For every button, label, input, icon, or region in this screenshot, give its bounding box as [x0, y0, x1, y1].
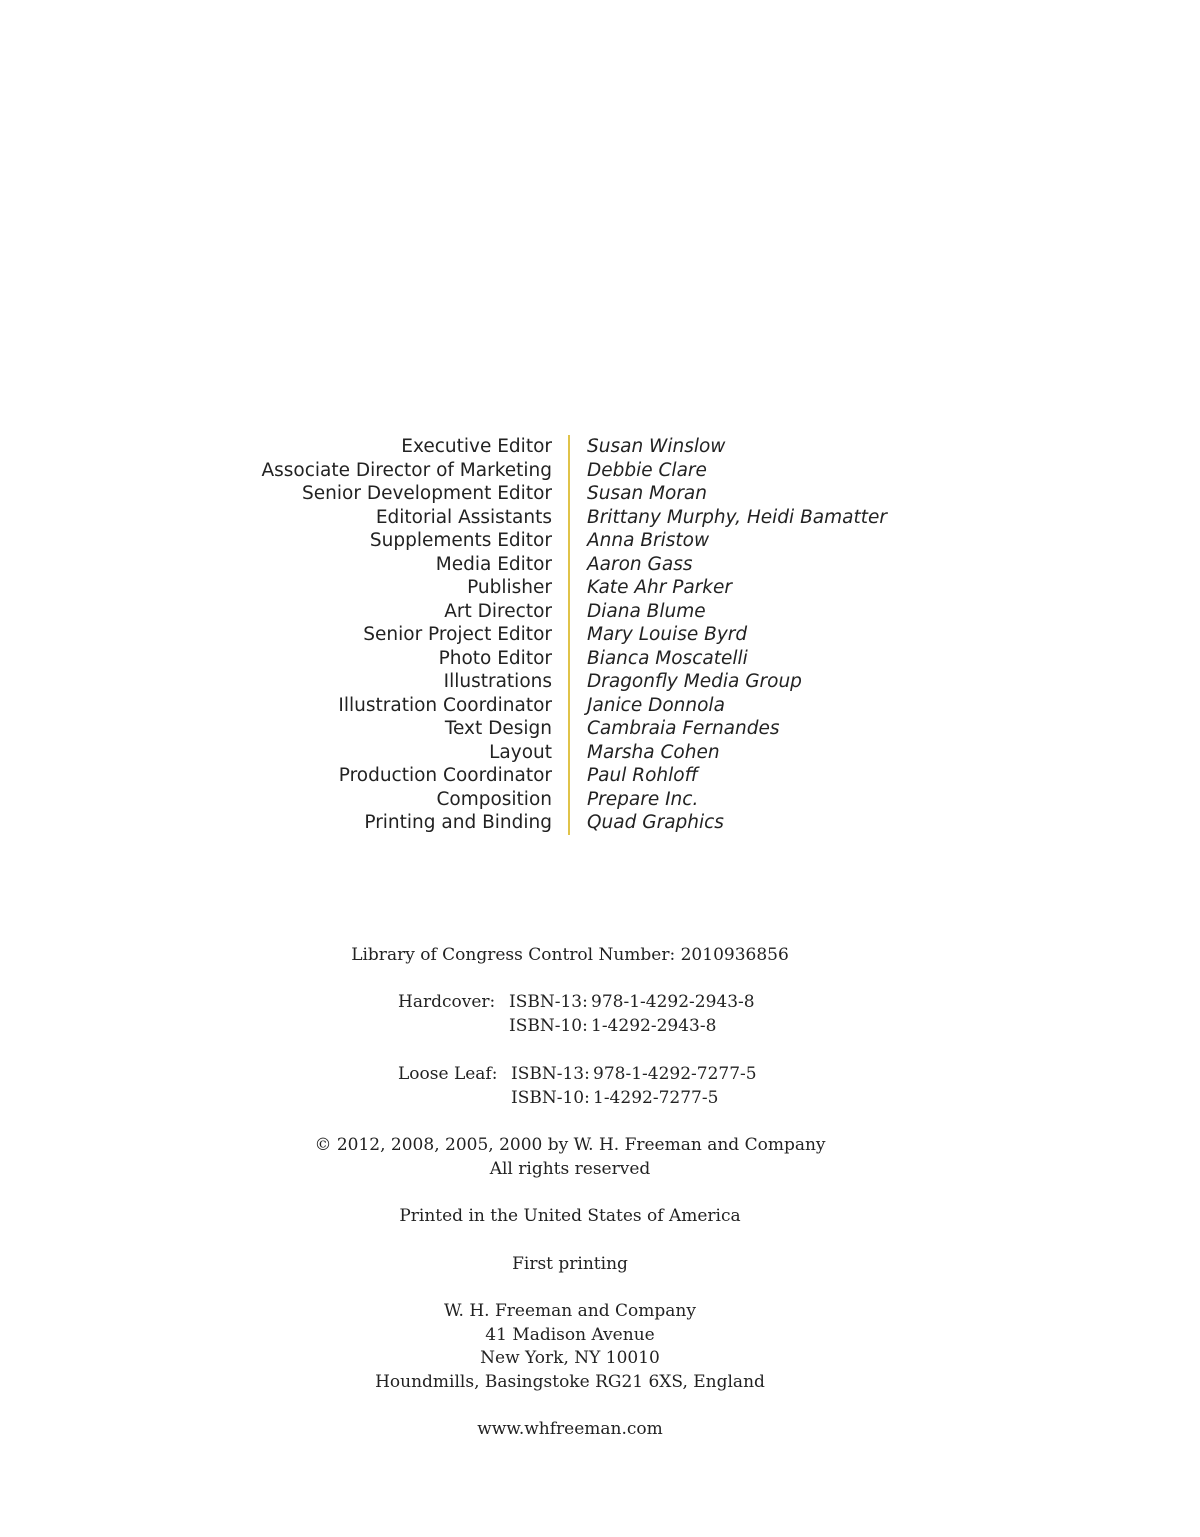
credit-row — [0, 482, 1200, 506]
credit-row — [0, 553, 1200, 577]
credit-name: Prepare Inc. — [587, 788, 699, 810]
credit-name: Anna Bristow — [587, 530, 710, 551]
credit-role: Illustrations — [443, 671, 552, 692]
looseleaf-isbn13-label: ISBN-13: — [511, 1064, 590, 1084]
credit-row — [0, 764, 1200, 788]
credit-name: Cambraia Fernandes — [587, 718, 780, 739]
credit-name: Debbie Clare — [587, 459, 707, 481]
credit-role: Art Director — [444, 600, 552, 622]
credit-role: Editorial Assistants — [375, 506, 552, 528]
hardcover-label: Hardcover: — [398, 992, 496, 1012]
credit-name: Bianca Moscatelli — [587, 647, 748, 669]
credit-role: Supplements Editor — [369, 530, 552, 551]
looseleaf-isbn10-label: ISBN-10: — [511, 1088, 590, 1108]
rights-reserved: All rights reserved — [489, 1159, 651, 1179]
credit-row — [0, 600, 1200, 624]
credit-name: Susan Moran — [587, 483, 707, 504]
credit-row — [0, 717, 1200, 741]
credit-name: Diana Blume — [587, 600, 706, 622]
credit-role: Associate Director of Marketing — [261, 459, 552, 481]
credit-name: Paul Rohloff — [587, 765, 698, 786]
credit-name: Marsha Cohen — [587, 741, 720, 763]
credit-row — [0, 647, 1200, 671]
credit-row — [0, 670, 1200, 694]
credit-role: Printing and Binding — [364, 812, 552, 833]
credit-role: Illustration Coordinator — [338, 694, 552, 716]
credit-row — [0, 623, 1200, 647]
credit-name: Aaron Gass — [587, 553, 693, 575]
hardcover-isbn10-label: ISBN-10: — [509, 1016, 588, 1036]
credit-name: Janice Donnola — [587, 694, 725, 716]
printing-line: First printing — [512, 1254, 628, 1274]
hardcover-isbn10: 1-4292-2943-8 — [591, 1016, 717, 1036]
publisher-address-3: Houndmills, Basingstoke RG21 6XS, England — [375, 1372, 765, 1392]
printed-in: Printed in the United States of America — [399, 1206, 741, 1226]
credit-row — [0, 435, 1200, 459]
hardcover-isbn13-label: ISBN-13: — [509, 992, 588, 1012]
credit-role: Text Design — [444, 718, 552, 739]
looseleaf-isbn13: 978-1-4292-7277-5 — [593, 1064, 757, 1084]
library-control-number: Library of Congress Control Number: 2010936856 — [351, 945, 789, 965]
copyright-line: © 2012, 2008, 2005, 2000 by W. H. Freeman and Company — [314, 1135, 826, 1155]
credit-role: Media Editor — [435, 553, 552, 575]
credit-name: Brittany Murphy, Heidi Bamatter — [587, 506, 887, 528]
credit-row — [0, 788, 1200, 812]
credits-list — [0, 435, 1200, 835]
credit-role: Senior Development Editor — [302, 483, 552, 504]
publisher-address-1: 41 Madison Avenue — [485, 1325, 655, 1345]
credit-role: Photo Editor — [438, 647, 552, 669]
credit-role: Composition — [436, 788, 552, 810]
credit-name: Dragonfly Media Group — [587, 671, 802, 692]
credit-row — [0, 741, 1200, 765]
credit-role: Publisher — [467, 577, 552, 598]
credit-role: Layout — [489, 741, 552, 763]
credit-row — [0, 459, 1200, 483]
looseleaf-label: Loose Leaf: — [398, 1064, 498, 1084]
credit-role: Production Coordinator — [338, 765, 552, 786]
publisher-website[interactable]: www.whfreeman.com — [477, 1419, 663, 1439]
credit-row — [0, 506, 1200, 530]
credit-name: Mary Louise Byrd — [587, 624, 748, 645]
credit-role: Senior Project Editor — [363, 624, 552, 645]
credit-name: Susan Winslow — [587, 436, 726, 457]
credit-row — [0, 529, 1200, 553]
publisher-name: W. H. Freeman and Company — [444, 1301, 696, 1321]
looseleaf-isbn10: 1-4292-7277-5 — [593, 1088, 719, 1108]
hardcover-isbn13: 978-1-4292-2943-8 — [591, 992, 755, 1012]
credit-row — [0, 694, 1200, 718]
credit-row — [0, 811, 1200, 835]
credit-name: Kate Ahr Parker — [587, 577, 732, 598]
publisher-address-2: New York, NY 10010 — [480, 1348, 660, 1368]
credit-role: Executive Editor — [401, 436, 552, 457]
credit-name: Quad Graphics — [587, 812, 724, 833]
credits-section — [0, 435, 1200, 835]
credit-row — [0, 576, 1200, 600]
